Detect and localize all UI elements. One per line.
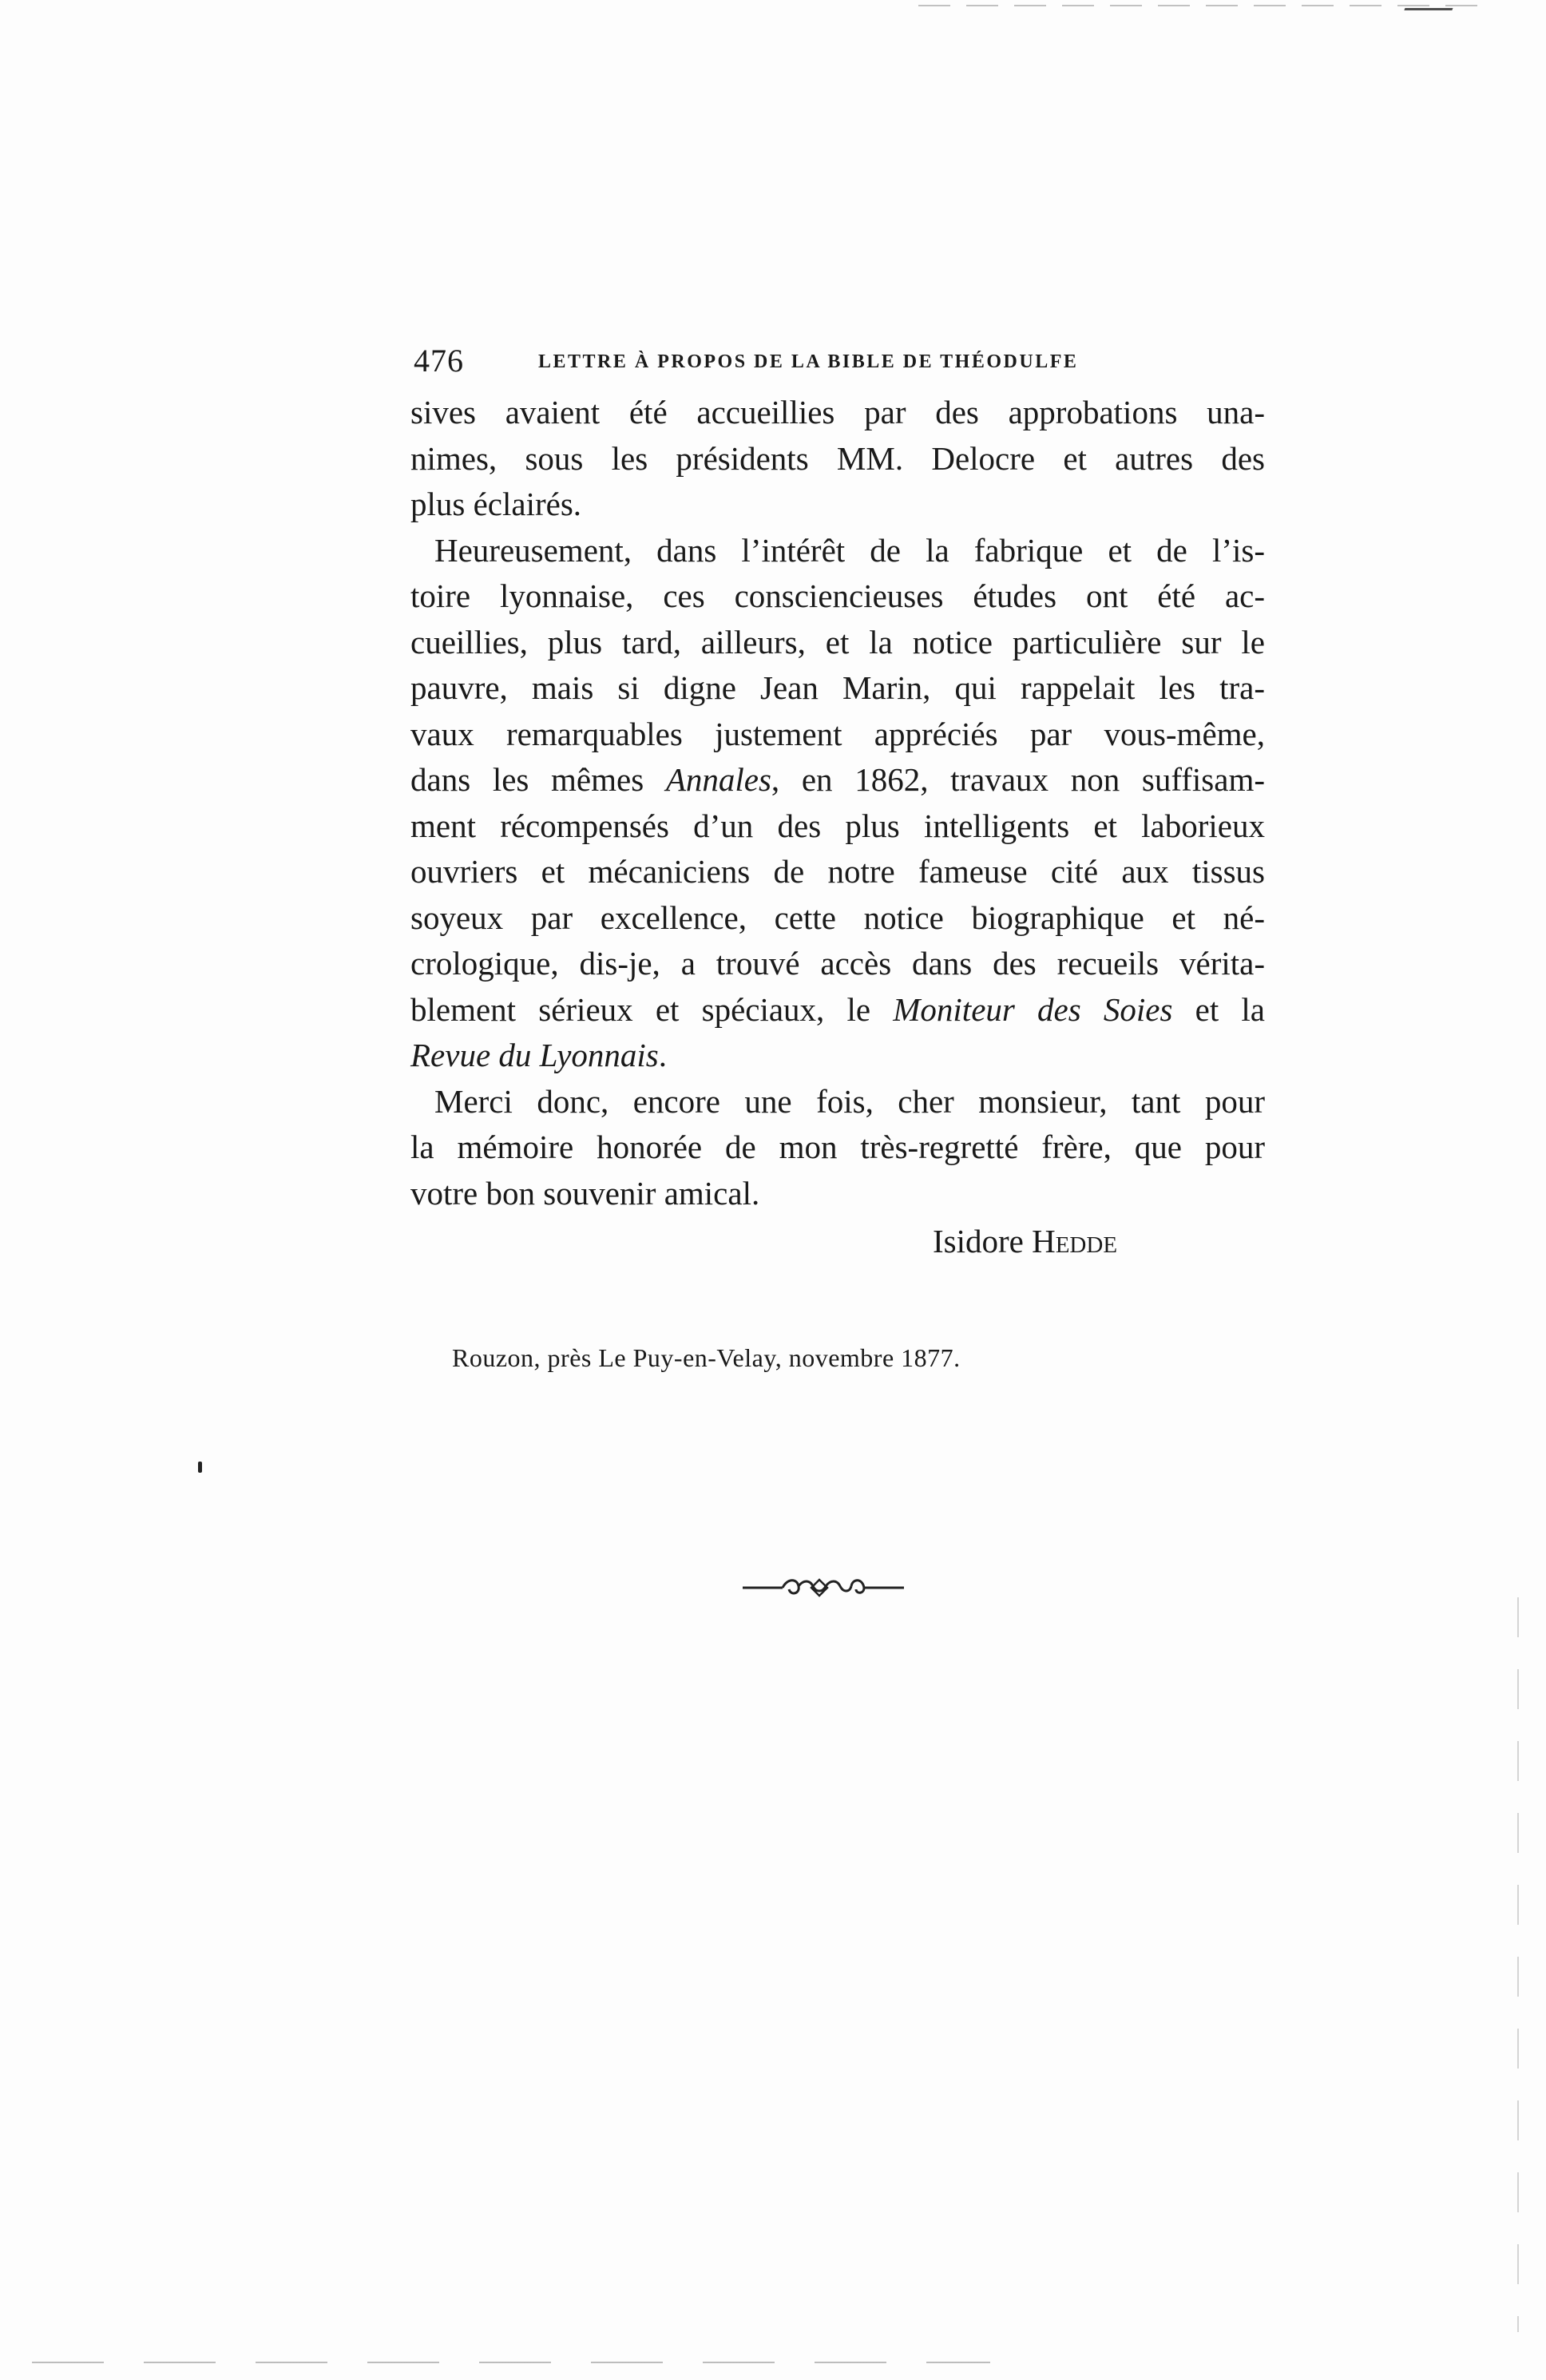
text-line: ouvriers et mécaniciens de notre fameuse cité aux tissus — [410, 853, 1265, 890]
italic-title-revue: Revue du Lyonnais — [410, 1037, 659, 1073]
body-text — [410, 390, 1265, 1216]
text-line: soyeux par excellence, cette notice biographique et né- — [410, 898, 1265, 936]
text-line — [410, 1033, 1265, 1079]
running-head: LETTRE À PROPOS DE LA BIBLE DE THÉODULFE — [538, 351, 1079, 372]
text-line: nimes, sous les présidents MM. Delocre et autres des — [410, 439, 1265, 477]
page-header — [414, 342, 1260, 390]
text-line: vaux remarquables justement appréciés par vous-même, — [410, 715, 1265, 752]
ink-speck — [198, 1462, 202, 1473]
text-run: blement sérieux et spéciaux, le — [410, 990, 894, 1028]
signature — [933, 1222, 1117, 1260]
scan-edge-artifact — [32, 2362, 990, 2363]
text-run: et la — [1172, 990, 1265, 1028]
text-run: dans les mêmes — [410, 761, 666, 798]
text-line: cueillies, plus tard, ailleurs, et la notice particulière sur le — [410, 623, 1265, 660]
italic-title-annales: Annales — [665, 761, 771, 798]
text-run: . — [658, 1037, 668, 1073]
text-line: Merci donc, encore une fois, cher monsieur, tant pour — [434, 1082, 1265, 1120]
text-line: votre bon souvenir amical. — [410, 1174, 760, 1212]
text-line: toire lyonnaise, ces consciencieuses études ont été ac- — [410, 577, 1265, 614]
signature-first-name: Isidore — [933, 1223, 1033, 1259]
signature-last-name: Hedde — [1032, 1223, 1118, 1259]
paragraph-heureusement — [410, 528, 1265, 1079]
text-line — [410, 757, 1265, 803]
text-line: plus éclairés. — [410, 486, 582, 522]
scan-edge-artifact — [1517, 1597, 1519, 2332]
text-line: ment récompensés d’un des plus intelligents et laborieux — [410, 807, 1265, 844]
text-line: pauvre, mais si digne Jean Marin, qui rappelait les tra- — [410, 669, 1265, 706]
scan-mark — [1404, 3, 1454, 10]
paragraph-continuation — [410, 390, 1265, 528]
dateline: Rouzon, près Le Puy-en-Velay, novembre 1877. — [452, 1343, 961, 1372]
text-line: la mémoire honorée de mon très-regretté frère, que pour — [410, 1129, 1265, 1165]
text-line: sives avaient été accueillies par des approbations una- — [410, 394, 1265, 430]
text-line — [410, 987, 1265, 1033]
italic-title-moniteur: Moniteur des Soies — [893, 990, 1173, 1028]
paragraph-merci — [410, 1079, 1265, 1217]
text-line: Heureusement, dans l’intérêt de la fabrique et de l’is- — [434, 531, 1265, 569]
page-number: 476 — [414, 343, 464, 379]
text-run: , en 1862, travaux non suffisam- — [771, 761, 1265, 798]
end-ornament-icon — [739, 1570, 907, 1602]
text-line: crologique, dis-je, a trouvé accès dans des recueils vérita- — [410, 945, 1265, 982]
